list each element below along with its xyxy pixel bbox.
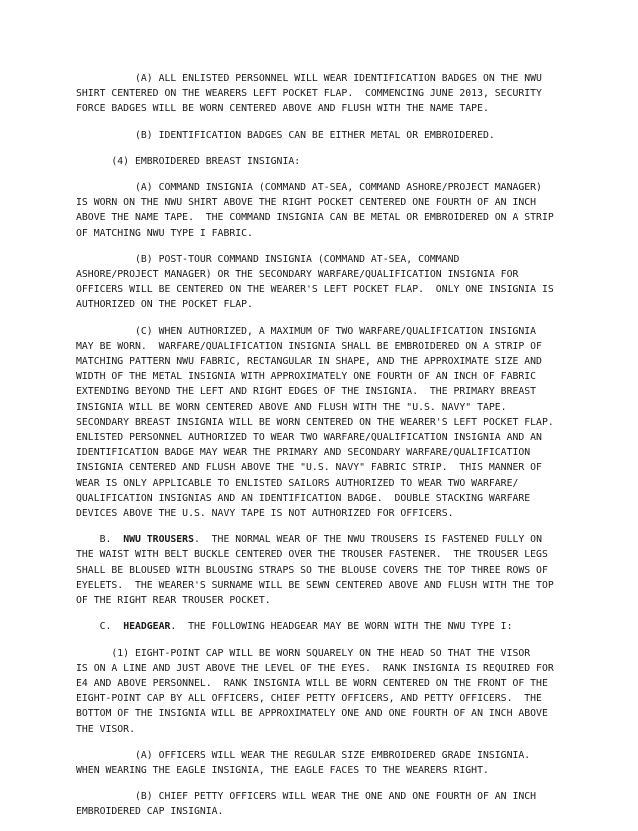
text-line: THE VISOR.: [76, 723, 135, 735]
section-b-nwu-trousers: [76, 532, 571, 608]
paragraph-1-eight-point-cap: [76, 646, 571, 737]
text-line: (B) CHIEF PETTY OFFICERS WILL WEAR THE ONE AND ONE FOURTH OF AN INCH: [76, 791, 537, 803]
text-line: . THE NORMAL WEAR OF THE NWU TROUSERS IS FASTENED FULLY ON: [193, 534, 542, 546]
text-line: MATCHING PATTERN NWU FABRIC, RECTANGULAR IN SHAPE, AND THE APPROXIMATE SIZE AND: [76, 356, 542, 368]
text-line: WEAR IS ONLY APPLICABLE TO ENLISTED SAILORS AUTHORIZED TO WEAR TWO WARFARE/: [76, 477, 519, 489]
text-line: WHEN WEARING THE EAGLE INSIGNIA, THE EAGLE FACES TO THE WEARERS RIGHT.: [76, 764, 489, 776]
text-line: SHIRT CENTERED ON THE WEARERS LEFT POCKET FLAP. COMMENCING JUNE 2013, SECURITY: [76, 88, 542, 100]
text-line: ASHORE/PROJECT MANAGER) OR THE SECONDARY WARFARE/QUALIFICATION INSIGNIA FOR: [76, 269, 519, 281]
text-line: (B) IDENTIFICATION BADGES CAN BE EITHER METAL OR EMBROIDERED.: [76, 129, 495, 141]
text-line: BOTTOM OF THE INSIGNIA WILL BE APPROXIMATELY ONE AND ONE FOURTH OF AN INCH ABOVE: [76, 708, 548, 720]
section-c-headgear: [76, 619, 571, 634]
text-line: EYELETS. THE WEARER'S SURNAME WILL BE SEWN CENTERED ABOVE AND FLUSH WITH THE TOP: [76, 579, 554, 591]
paragraph-a-command-insignia: [76, 180, 571, 241]
section-prefix: C.: [76, 621, 124, 633]
text-line: WIDTH OF THE METAL INSIGNIA WITH APPROXIMATELY ONE FOURTH OF AN INCH OF FABRIC: [76, 371, 537, 383]
text-line: (B) POST-TOUR COMMAND INSIGNIA (COMMAND AT-SEA, COMMAND: [76, 253, 460, 265]
text-line: OFFICERS WILL BE CENTERED ON THE WEARER'S LEFT POCKET FLAP. ONLY ONE INSIGNIA IS: [76, 284, 554, 296]
text-line: (1) EIGHT-POINT CAP WILL BE WORN SQUARELY ON THE HEAD SO THAT THE VISOR: [76, 647, 531, 659]
text-line: DEVICES ABOVE THE U.S. NAVY TAPE IS NOT AUTHORIZED FOR OFFICERS.: [76, 508, 454, 520]
text-line: IDENTIFICATION BADGE MAY WEAR THE PRIMARY AND SECONDARY WARFARE/QUALIFICATION: [76, 447, 531, 459]
text-line: (A) OFFICERS WILL WEAR THE REGULAR SIZE EMBROIDERED GRADE INSIGNIA.: [76, 749, 531, 761]
text-line: AUTHORIZED ON THE POCKET FLAP.: [76, 299, 253, 311]
text-line: EMBROIDERED CAP INSIGNIA.: [76, 806, 224, 818]
paragraph-a-identification-badges: [76, 71, 571, 117]
section-heading: NWU TROUSERS: [123, 534, 194, 546]
text-line: QUALIFICATION INSIGNIAS AND AN IDENTIFICATION BADGE. DOUBLE STACKING WARFARE: [76, 492, 531, 504]
paragraph-b-cpo-insignia: [76, 789, 571, 819]
text-line: OF THE RIGHT REAR TROUSER POCKET.: [76, 595, 271, 607]
text-line: INSIGNIA WILL BE WORN CENTERED ABOVE AND FLUSH WITH THE "U.S. NAVY" TAPE.: [76, 401, 507, 413]
text-line: (A) COMMAND INSIGNIA (COMMAND AT-SEA, COMMAND ASHORE/PROJECT MANAGER): [76, 182, 542, 194]
paragraph-b-badge-material: [76, 128, 571, 143]
text-line: SECONDARY BREAST INSIGNIA WILL BE WORN CENTERED ON THE WEARER'S LEFT POCKET FLAP.: [76, 416, 554, 428]
document-page: [76, 71, 571, 831]
paragraph-a-officer-insignia: [76, 748, 571, 778]
paragraph-c-warfare-insignia: [76, 324, 571, 522]
text-line: MAY BE WORN. WARFARE/QUALIFICATION INSIGNIA SHALL BE EMBROIDERED ON A STRIP OF: [76, 340, 542, 352]
text-line: EIGHT-POINT CAP BY ALL OFFICERS, CHIEF PETTY OFFICERS, AND PETTY OFFICERS. THE: [76, 693, 542, 705]
text-line: FORCE BADGES WILL BE WORN CENTERED ABOVE AND FLUSH WITH THE NAME TAPE.: [76, 103, 489, 115]
text-line: (A) ALL ENLISTED PERSONNEL WILL WEAR IDENTIFICATION BADGES ON THE NWU: [76, 73, 542, 84]
text-line: ENLISTED PERSONNEL AUTHORIZED TO WEAR TWO WARFARE/QUALIFICATION INSIGNIA AND AN: [76, 432, 542, 444]
text-line: SHALL BE BLOUSED WITH BLOUSING STRAPS SO THE BLOUSE COVERS THE TOP THREE ROWS OF: [76, 564, 548, 576]
text-line: (4) EMBROIDERED BREAST INSIGNIA:: [76, 155, 301, 167]
text-line: OF MATCHING NWU TYPE I FABRIC.: [76, 227, 253, 239]
text-line: IS ON A LINE AND JUST ABOVE THE LEVEL OF THE EYES. RANK INSIGNIA IS REQUIRED FOR: [76, 662, 554, 674]
text-line: IS WORN ON THE NWU SHIRT ABOVE THE RIGHT POCKET CENTERED ONE FOURTH OF AN INCH: [76, 197, 537, 209]
section-prefix: B.: [76, 534, 124, 546]
section-heading-breast-insignia: [76, 154, 571, 169]
text-line: EXTENDING BEYOND THE LEFT AND RIGHT EDGES OF THE INSIGNIA. THE PRIMARY BREAST: [76, 386, 537, 398]
text-line: E4 AND ABOVE PERSONNEL. RANK INSIGNIA WILL BE WORN CENTERED ON THE FRONT OF THE: [76, 677, 548, 689]
text-line: (C) WHEN AUTHORIZED, A MAXIMUM OF TWO WARFARE/QUALIFICATION INSIGNIA: [76, 325, 537, 337]
text-line: INSIGNIA CENTERED AND FLUSH ABOVE THE "U.S. NAVY" FABRIC STRIP. THIS MANNER OF: [76, 462, 542, 474]
section-heading: HEADGEAR: [123, 621, 171, 633]
text-line: THE WAIST WITH BELT BUCKLE CENTERED OVER THE TROUSER FASTENER. THE TROUSER LEGS: [76, 549, 548, 561]
paragraph-b-post-tour-insignia: [76, 252, 571, 313]
text-line: ABOVE THE NAME TAPE. THE COMMAND INSIGNIA CAN BE METAL OR EMBROIDERED ON A STRIP: [76, 212, 554, 224]
text-line: . THE FOLLOWING HEADGEAR MAY BE WORN WITH THE NWU TYPE I:: [170, 621, 513, 633]
